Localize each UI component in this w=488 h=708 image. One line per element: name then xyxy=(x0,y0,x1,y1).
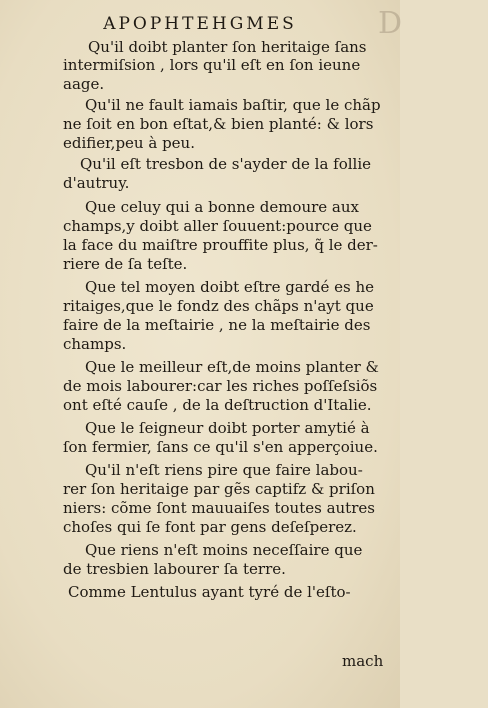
text-line: Qu'il ne fault iamais baſtir, que le chãp xyxy=(85,96,381,114)
text-line: de mois labourer:car les riches poſſeſsiõs xyxy=(63,377,378,395)
text-line: de tresbien labourer ſa terre. xyxy=(63,560,286,578)
text-line: faire de la meſtairie , ne la meſtairie des xyxy=(63,316,371,334)
text-line: Que le meilleur eſt,de moins planter & xyxy=(85,358,379,376)
text-line: niers: cõme ſont mauuaiſes toutes autres xyxy=(63,499,375,517)
text-line: ſon fermier, ſans ce qu'il s'en apperçoiue. xyxy=(63,438,378,456)
text-line: Que celuy qui a bonne demoure aux xyxy=(85,198,359,216)
show-through-letter: D xyxy=(377,6,404,41)
text-line: Qu'il eſt tresbon de s'ayder de la follie xyxy=(80,155,372,173)
text-line: Qu'il doibt planter ſon heritaige ſans xyxy=(88,38,367,56)
text-line: intermiſsion , lors qu'il eſt en ſon ieune xyxy=(63,56,361,74)
text-line: d'autruy. xyxy=(63,174,130,192)
text-line: Qu'il n'eſt riens pire que faire labou- xyxy=(85,461,363,479)
text-line: rer ſon heritaige par gẽs captifz & priſon xyxy=(63,480,375,498)
running-title: APOPHTEHGMES xyxy=(103,14,297,34)
text-line: champs,y doibt aller ſouuent:pource que xyxy=(63,217,372,235)
text-line: ont eſté cauſe , de la deſtruction d'Italie. xyxy=(63,396,372,414)
text-line: edifier,peu à peu. xyxy=(63,134,195,152)
text-line: choſes qui ſe font par gens deſeſperez. xyxy=(63,518,357,536)
text-line: Que le ſeigneur doibt porter amytié à xyxy=(85,419,370,437)
text-line: Que riens n'eſt moins neceſſaire que xyxy=(85,541,363,559)
text-line: champs. xyxy=(63,335,127,353)
text-line: riere de ſa teſte. xyxy=(63,255,188,273)
text-line: Comme Lentulus ayant tyré de l'eſto- xyxy=(68,583,351,601)
text-line: ritaiges,que le fondz des chãps n'ayt que xyxy=(63,297,374,315)
text-line: ne ſoit en bon eſtat,& bien planté: & lors xyxy=(63,115,374,133)
text-line: Que tel moyen doibt eſtre gardé es he xyxy=(85,278,375,296)
text-line: la face du maiſtre prouffite plus, q̃ le der- xyxy=(63,236,378,254)
text-line: aage. xyxy=(63,75,105,93)
catchword: mach xyxy=(342,652,384,670)
